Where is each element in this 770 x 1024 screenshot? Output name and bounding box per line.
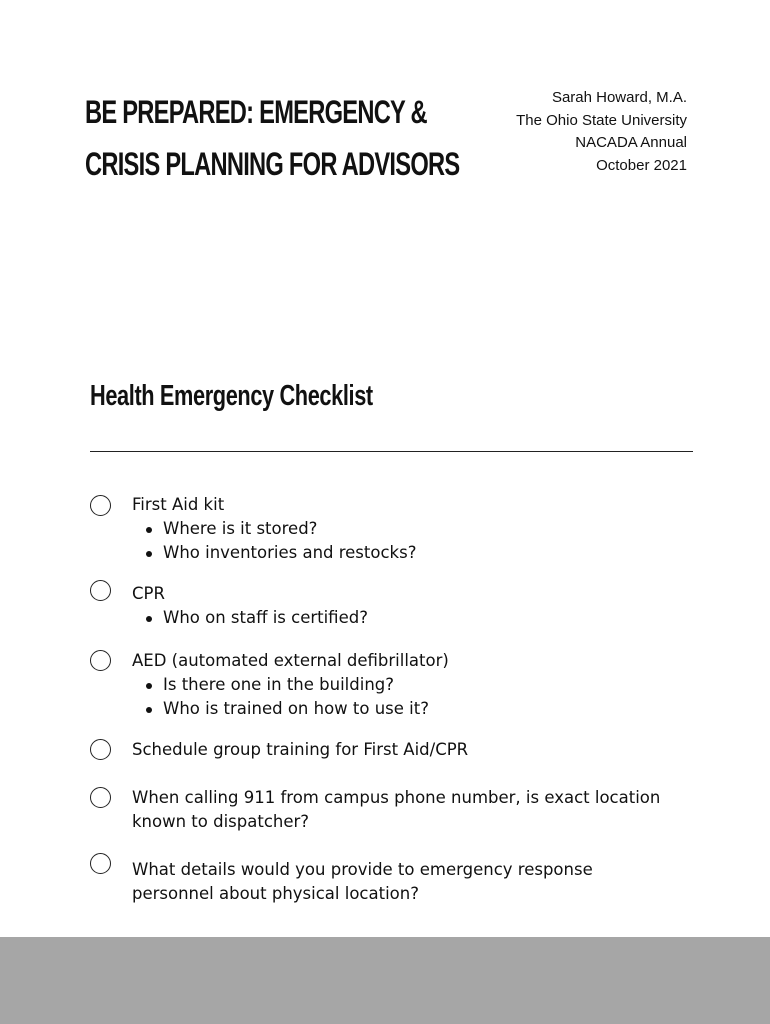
checklist-item-label-line-1: When calling 911 from campus phone number, is exact location bbox=[132, 788, 661, 807]
author-name: Sarah Howard, M.A. bbox=[551, 89, 687, 106]
sub-list-item-text: Is there one in the building? bbox=[163, 675, 395, 694]
author-institution: The Ohio State University bbox=[516, 111, 687, 129]
document-title bbox=[85, 86, 460, 190]
sub-list-item bbox=[132, 517, 702, 541]
sub-list bbox=[132, 673, 702, 721]
author-info bbox=[516, 87, 687, 177]
footer-band bbox=[0, 937, 770, 1024]
checklist-item-label-line-2: known to dispatcher? bbox=[132, 812, 310, 831]
checkbox-circle-icon[interactable] bbox=[90, 650, 111, 671]
document-title-line-1: BE PREPARED: EMERGENCY & bbox=[85, 94, 427, 130]
checklist-item-text bbox=[132, 649, 702, 721]
checklist-item-text bbox=[132, 786, 707, 834]
sub-list-item-text: Who on staff is certified? bbox=[163, 608, 368, 627]
checklist-item-label-line-1: What details would you provide to emergency response bbox=[132, 860, 593, 879]
sub-list-item bbox=[132, 541, 702, 565]
document-title-line-2: CRISIS PLANNING FOR ADVISORS bbox=[85, 146, 460, 182]
checklist-item-text bbox=[132, 582, 702, 630]
sub-list-item-text: Who inventories and restocks? bbox=[163, 543, 417, 562]
sub-list-item-text: Where is it stored? bbox=[163, 519, 318, 538]
sub-list-item bbox=[132, 697, 702, 721]
checklist-item-text bbox=[132, 738, 702, 762]
sub-list-item-text: Who is trained on how to use it? bbox=[163, 699, 429, 718]
bullet-icon bbox=[146, 707, 152, 713]
section-title: Health Emergency Checklist bbox=[90, 380, 373, 412]
bullet-icon bbox=[146, 616, 152, 622]
checkbox-circle-icon[interactable] bbox=[90, 495, 111, 516]
bullet-icon bbox=[146, 683, 152, 689]
sub-list bbox=[132, 606, 702, 630]
checkbox-circle-icon[interactable] bbox=[90, 853, 111, 874]
event-name: NACADA Annual bbox=[575, 134, 687, 151]
section-divider bbox=[90, 451, 693, 452]
checklist-item-text bbox=[132, 493, 702, 565]
checklist-item-text bbox=[132, 858, 702, 906]
checklist-item-label: Schedule group training for First Aid/CPR bbox=[132, 740, 469, 759]
checkbox-circle-icon[interactable] bbox=[90, 787, 111, 808]
sub-list-item bbox=[132, 673, 702, 697]
checklist-item-label: CPR bbox=[132, 584, 165, 603]
checkbox-circle-icon[interactable] bbox=[90, 739, 111, 760]
checkbox-circle-icon[interactable] bbox=[90, 580, 111, 601]
checklist-item-label: AED (automated external defibrillator) bbox=[132, 651, 449, 670]
sub-list-item bbox=[132, 606, 702, 630]
checklist-item-label: First Aid kit bbox=[132, 495, 225, 514]
bullet-icon bbox=[146, 527, 152, 533]
sub-list bbox=[132, 517, 702, 565]
bullet-icon bbox=[146, 551, 152, 557]
event-date: October 2021 bbox=[596, 156, 687, 174]
checklist-item-label-line-2: personnel about physical location? bbox=[132, 884, 419, 903]
